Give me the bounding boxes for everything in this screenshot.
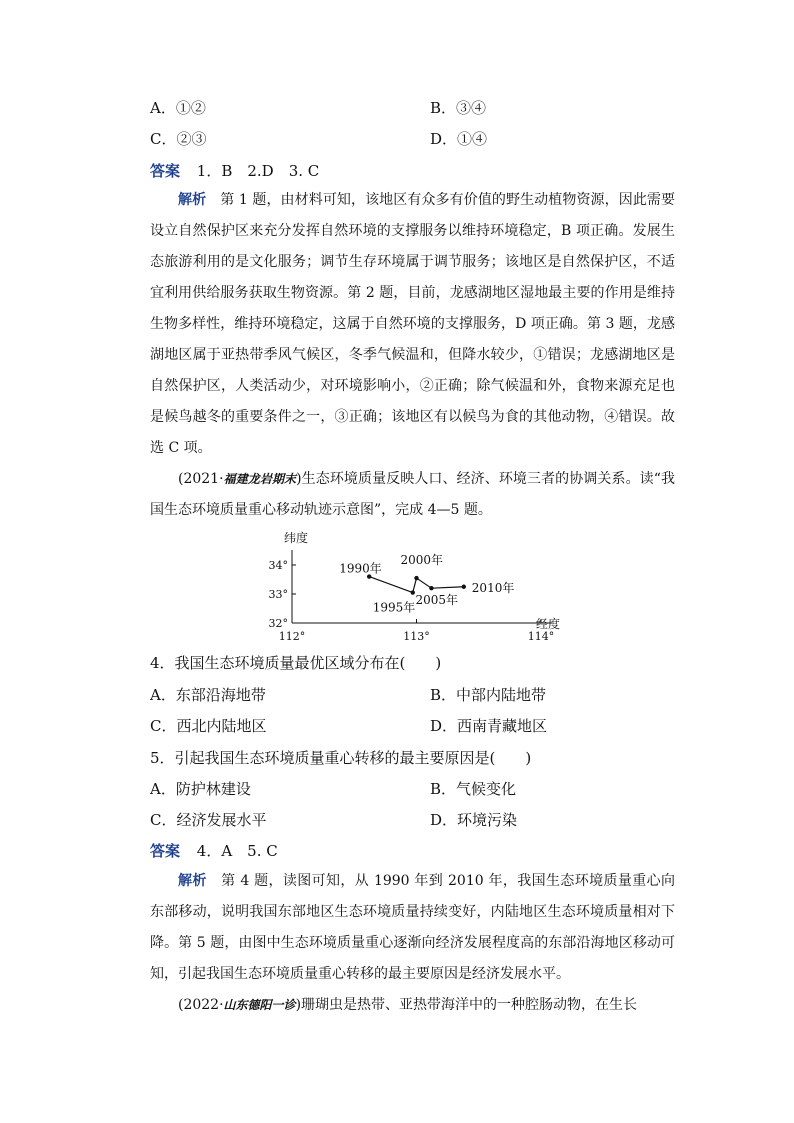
intro-year: (2022· (178, 997, 224, 1013)
point-label: 2010年 (471, 580, 515, 595)
analysis-text: 第 1 题，由材料可知，该地区有众多有价值的野生动植物资源，因此需要设立自然保护区来充分发挥自然环境的支撑服务以维持环境稳定，B 项正确。发展生态旅游利用的是文化服务；调节生存环境属于调节服务；该地区是自然保护区，不适宜利用供给服务获取生物资源。第 2 题，目前，龙感湖地区湿地最主要的作用是维持生物多样性，维持环境稳定，这属于自然环境的支撑服务，D 项正确。第 3 题，龙感湖地区属于亚热带季风气候区，冬季气候温和，但降水较少，①错误；龙感湖地区是自然保护区，人类活动少，对环境影响小，②正确；除气候温和外，食物来源充足也是候鸟越冬的重要条件之一，③正确；该地区有以候鸟为食的其他动物，④错误。故选 C 项。 (150, 192, 676, 456)
y-tick-label: 33° (268, 588, 288, 601)
answer-text: 4．A 5. C (196, 842, 278, 860)
option-d: D．①④ (430, 130, 488, 148)
trajectory-point (411, 590, 415, 594)
analysis-block-2 (150, 866, 675, 990)
answer-block-1 (150, 160, 319, 181)
point-label: 1995年 (372, 600, 416, 615)
y-axis-label: 纬度 (284, 531, 309, 545)
x-tick-label: 113° (403, 630, 430, 643)
y-tick-label: 34° (268, 559, 288, 572)
q5-option-a: A．防护林建设 (150, 780, 251, 798)
answer-text: 1．B 2.D 3. C (196, 162, 320, 180)
trajectory-point (414, 576, 418, 580)
intro-source: 福建龙岩期末 (223, 472, 297, 486)
point-label: 2005年 (415, 593, 458, 608)
point-label: 1990年 (339, 561, 382, 576)
q4-option-b: B．中部内陆地带 (430, 686, 547, 704)
q4-option-a: A．东部沿海地带 (150, 686, 266, 704)
analysis-block-1 (150, 185, 675, 464)
analysis-text: 第 4 题，读图可知，从 1990 年到 2010 年，我国生态环境质量重心向东部移动，说明我国东部地区生态环境质量持续变好，内陆地区生态环境质量相对下降。第 5 题，由图中生态环境质量重心逐渐向经济发展程度高的东部沿海地区移动可知，引起我国生态环境质量重心转移的最主要原因是经济发展水平。 (150, 873, 676, 982)
question-intro-next (150, 990, 675, 1021)
trajectory-point (429, 586, 433, 590)
intro-text: )生态环境质量反映人口、经济、环境三者的协调关系。读“我国生态环境质量重心移动轨迹示意图”，完成 4—5 题。 (150, 471, 675, 518)
x-axis-label: 经度 (535, 617, 560, 631)
option-a: A．①② (150, 99, 206, 117)
answer-label: 答案 (150, 842, 181, 860)
option-c: C．②③ (150, 130, 207, 148)
option-b: B．③④ (430, 99, 487, 117)
x-tick-label: 112° (278, 630, 306, 643)
y-tick-label: 32° (268, 617, 288, 630)
question-intro-4-5 (150, 464, 675, 526)
intro-source: 山东德阳一诊 (223, 998, 296, 1012)
answer-label: 答案 (150, 162, 181, 180)
x-tick-label: 114° (527, 630, 555, 643)
question-5-stem: 5．引起我国生态环境质量重心转移的最主要原因是( ) (150, 749, 532, 767)
q5-option-b: B．气候变化 (430, 780, 517, 798)
trajectory-point (462, 585, 466, 589)
chart-trajectory (255, 528, 575, 648)
answer-block-2 (150, 840, 278, 861)
q4-option-d: D．西南青藏地区 (430, 717, 548, 735)
analysis-label: 解析 (178, 873, 207, 889)
q4-option-c: C．西北内陆地区 (150, 717, 267, 735)
q5-option-d: D．环境污染 (430, 811, 518, 829)
analysis-label: 解析 (178, 192, 207, 208)
point-label: 2000年 (400, 553, 444, 568)
intro-year: (2021· (178, 471, 224, 487)
q5-option-c: C．经济发展水平 (150, 811, 267, 829)
intro-text: )珊瑚虫是热带、亚热带海洋中的一种腔肠动物，在生长 (295, 997, 638, 1013)
question-4-stem: 4．我国生态环境质量最优区域分布在( ) (150, 654, 442, 672)
